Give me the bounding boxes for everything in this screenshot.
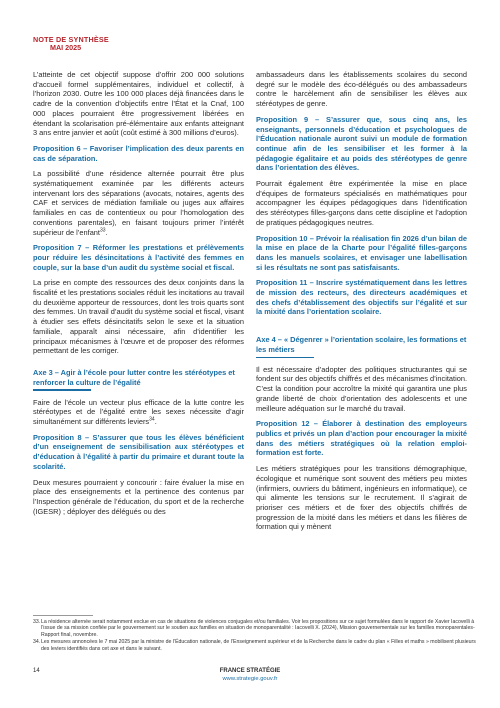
paragraph: Il est nécessaire d’adopter des politiques structurantes qui se fondent sur des objectifs chiffrés et des mécanismes d’incitation. C’est la condition pour accroître la mixité qui garantira une plus grande liberté de choix d’orientation des adolescents et une meilleure adéquation sur le marché du travail. bbox=[256, 364, 467, 413]
paragraph: Deux mesures pourraient y concourir : faire évaluer la mise en place des enseignements et la pertinence des contenus par l’Inspection générale de l’éducation, du sport et de la recherche (IGESR) ; déployer des délégués ou des bbox=[33, 477, 244, 516]
organization-name: FRANCE STRATÉGIE bbox=[219, 668, 281, 674]
footnote-separator bbox=[33, 615, 93, 616]
proposition-12: Proposition 12 – Élaborer à destination des employeurs publics et privés un plan d’action pour encourager la mixité dans des métiers stratégiques où la relation emploi-formation est forte. bbox=[256, 419, 467, 458]
page-header bbox=[33, 36, 109, 52]
paragraph: Les métiers stratégiques pour les transitions démographique, écologique et numérique sont souvent des métiers peu mixtes (infirmiers, ouvriers du bâtiment, ingénieurs en informatique), ce qui alimente les tensions sur le recrutement. Il s’agirait de prioriser ces métiers et de fixer des objectifs chiffrés de progression de la mixité dans les métiers et dans les filières de formation qui y mènent bbox=[256, 464, 467, 532]
document-type: NOTE DE SYNTHÈSE bbox=[33, 35, 109, 44]
paragraph: Faire de l’école un vecteur plus efficace de la lutte contre les stéréotypes et de l’égalité entre les sexes nécessite d’agir simultanément sur différents leviers$^{34}$. bbox=[33, 397, 244, 426]
paragraph: Pourrait également être expérimentée la mise en place d’équipes de formateurs spécialisés en mathématiques pour accompagner les équipes pédagogiques dans l’identification des stéréotypes filles-garçons dans cette discipline et l’adoption de pratiques pédagogiques neutres. bbox=[256, 179, 467, 227]
paragraph: L’atteinte de cet objectif suppose d’offrir 200 000 solutions d’accueil formel supplémentaires, individuel et collectif, à l’horizon 2030. Outre les 100 000 places déjà financées dans le cadre de la convention d’objectifs entre l’État et la Cnaf, 100 000 places pourraient être progressivement libérées en étendant la scolarisation pré-élémentaire aux enfants atteignant 3 ans entre janvier et août (coût estimé à 300 millions d’euros). bbox=[33, 70, 244, 138]
footnote-ref-33[interactable]: 33 bbox=[99, 227, 106, 234]
right-column bbox=[256, 70, 467, 538]
footnote-ref-34[interactable]: 34 bbox=[149, 416, 155, 423]
heading-rule bbox=[256, 357, 314, 358]
document-date: MAI 2025 bbox=[50, 43, 82, 52]
footnote-33: 33. La résidence alternée serait notamment exclue en cas de situations de violences conjugales et/ou familiales. Voir les propositions sur ce sujet formulées dans le rapport de Xavier Iacovelli à l’issue de sa mission confiée par le gouvernement sur le soutien aux familles en situation de monoparentalité : Iacovelli X. (2024), Mission gouvernementale sur les familles monoparentales-Rapport final, novembre. bbox=[33, 618, 475, 638]
proposition-7: Proposition 7 – Réformer les prestations et prélèvements pour réduire les désincitations à l’activité des femmes en couple, sur la base d’un audit du système social et fiscal. bbox=[33, 243, 244, 272]
proposition-11: Proposition 11 – Inscrire systématiquement dans les lettres de mission des recteurs, des directeurs académiques et des chefs d’établissement des objectifs sur l’égalité et sur la mixité dans l’orientation scolaire. bbox=[256, 278, 467, 317]
page-number: 14 bbox=[33, 668, 40, 674]
footnotes bbox=[33, 615, 480, 654]
axe-3-heading: Axe 3 – Agir à l’école pour lutter contre les stéréotypes et renforcer la culture de l’égalité bbox=[33, 368, 244, 391]
footnote-34: 34. Les mesures annoncées le 7 mai 2025 par la ministre de l’Éducation nationale, de l’Enseignement supérieur et de la Recherche dans le cadre du plan « Filles et maths » mobilisent plusieurs des leviers identifiés dans cet axe et dans le suivant. bbox=[33, 639, 476, 653]
left-column bbox=[33, 70, 244, 522]
proposition-6: Proposition 6 – Favoriser l’implication des deux parents en cas de séparation. bbox=[33, 143, 244, 163]
paragraph: ambassadeurs dans les établissements scolaires du second degré sur le modèle des éco-délégués ou des ambassadeurs contre le harcèlement afin de sensibiliser les élèves aux stéréotypes de genre. bbox=[256, 70, 467, 109]
heading-rule bbox=[33, 389, 91, 390]
paragraph: La possibilité d’une résidence alternée pourrait être plus systématiquement examinée par les différents acteurs intervenant lors des séparations (avocats, notaires, agents des CAF et services de médiation familiale ou juges aux affaires familiales en cas de contentieux ou pour l’homologation des conventions parentales), en faisant toujours primer l’intérêt supérieur de l’enfant$^{33}$. bbox=[33, 169, 244, 237]
proposition-8: Proposition 8 – S’assurer que tous les élèves bénéficient d’un enseignement de sensibilisation aux stéréotypes et d’éducation à l’égalité à partir du primaire et durant toute la scolarité. bbox=[33, 432, 244, 471]
axe-4-heading: Axe 4 – « Dégenrer » l’orientation scolaire, les formations et les métiers bbox=[256, 335, 467, 358]
website-link[interactable]: www.strategie.gouv.fr bbox=[222, 676, 278, 682]
proposition-10: Proposition 10 – Prévoir la réalisation fin 2026 d’un bilan de la mise en place de la Charte pour l’égalité filles-garçons dans les manuels scolaires, et envisager une labellisation si les résultats ne sont pas satisfaisants. bbox=[256, 233, 467, 272]
paragraph: La prise en compte des ressources des deux conjoints dans la fiscalité et les prestations sociales réduit les incitations au travail du deuxième apporteur de ressources, dont les trois quarts sont des femmes. Un travail d’audit du système social et fiscal, visant à étudier ses effets désincitatifs selon le sexe et la situation familiale, apparaît ainsi nécessaire, afin d’identifier les principaux mécanismes à l’œuvre et de proposer des réformes permettant de les corriger. bbox=[33, 278, 244, 356]
proposition-9: Proposition 9 – S’assurer que, sous cinq ans, les enseignants, personnels d’éducation et psychologues de l’Éducation nationale auront suivi un module de formation continue afin de les sensibiliser et les former à la pédagogie égalitaire et au poids des stéréotypes de genre dans l’orientation des élèves. bbox=[256, 114, 467, 173]
